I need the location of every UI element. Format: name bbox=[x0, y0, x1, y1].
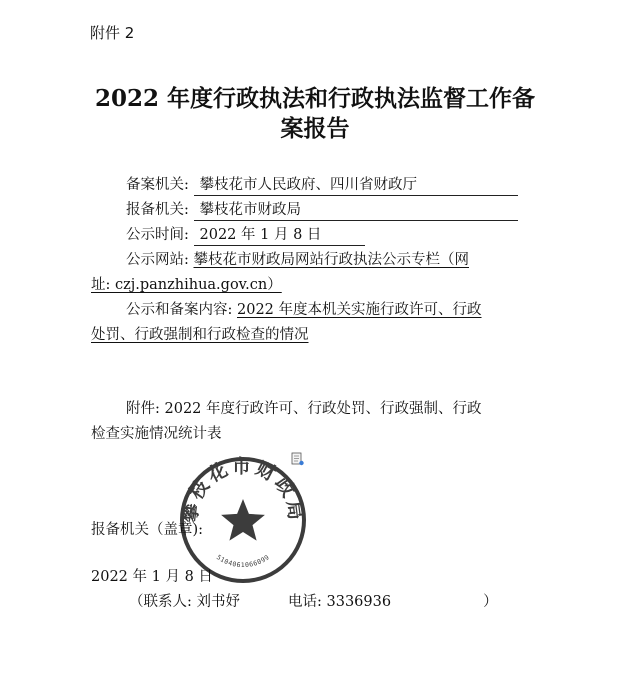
signature-date: 2022 年 1 月 8 日 bbox=[91, 569, 213, 585]
svg-text:5104061066099 bbox=[215, 553, 271, 569]
contact-person: （联系人: 刘书妤 bbox=[129, 594, 240, 610]
report-org-value: 攀枝花市财政局 bbox=[194, 200, 518, 221]
signature-org-label: 报备机关（盖章): bbox=[91, 522, 204, 538]
content-row bbox=[126, 300, 482, 320]
report-org-row bbox=[126, 200, 518, 221]
content-value-line2: 处罚、行政强制和行政检查的情况 bbox=[91, 327, 309, 343]
content-label: 公示和备案内容: bbox=[126, 302, 233, 318]
seal-star-icon bbox=[221, 499, 265, 541]
document-title-line2: 案报告 bbox=[280, 115, 350, 142]
publish-time-value: 2022 年 1 月 8 日 bbox=[194, 225, 365, 246]
content-row-cont bbox=[91, 325, 309, 345]
website-label: 公示网站: bbox=[126, 252, 189, 268]
seal-text: 攀枝花市财政局 bbox=[179, 455, 307, 524]
record-org-row bbox=[126, 175, 518, 196]
website-row bbox=[126, 250, 469, 270]
publish-time-label: 公示时间: bbox=[126, 227, 189, 243]
report-org-label: 报备机关: bbox=[126, 202, 189, 218]
attachment-label: 附件 2 bbox=[90, 24, 135, 42]
contact-close: ） bbox=[483, 594, 498, 610]
attachment-note-line2: 检查实施情况统计表 bbox=[91, 426, 222, 442]
publish-time-row bbox=[126, 225, 365, 246]
document-title-line1: 2022 年度行政执法和行政执法监督工作备 bbox=[94, 85, 536, 112]
website-value-line2: 址: czj.panzhihua.gov.cn） bbox=[91, 277, 282, 293]
attachment-note-line1: 附件: 2022 年度行政许可、行政处罚、行政强制、行政 bbox=[126, 401, 482, 417]
seal-serial: 5104061066099 bbox=[214, 553, 272, 570]
content-value-line1: 2022 年度本机关实施行政许可、行政 bbox=[237, 302, 482, 318]
record-org-label: 备案机关: bbox=[126, 177, 189, 193]
contact-phone: 电话: 3336936 bbox=[288, 594, 392, 610]
contact-line bbox=[129, 592, 498, 612]
record-org-value: 攀枝花市人民政府、四川省财政厅 bbox=[194, 175, 518, 196]
website-value-line1: 攀枝花市财政局网站行政执法公示专栏（网 bbox=[193, 252, 469, 268]
website-row-cont bbox=[91, 275, 282, 295]
